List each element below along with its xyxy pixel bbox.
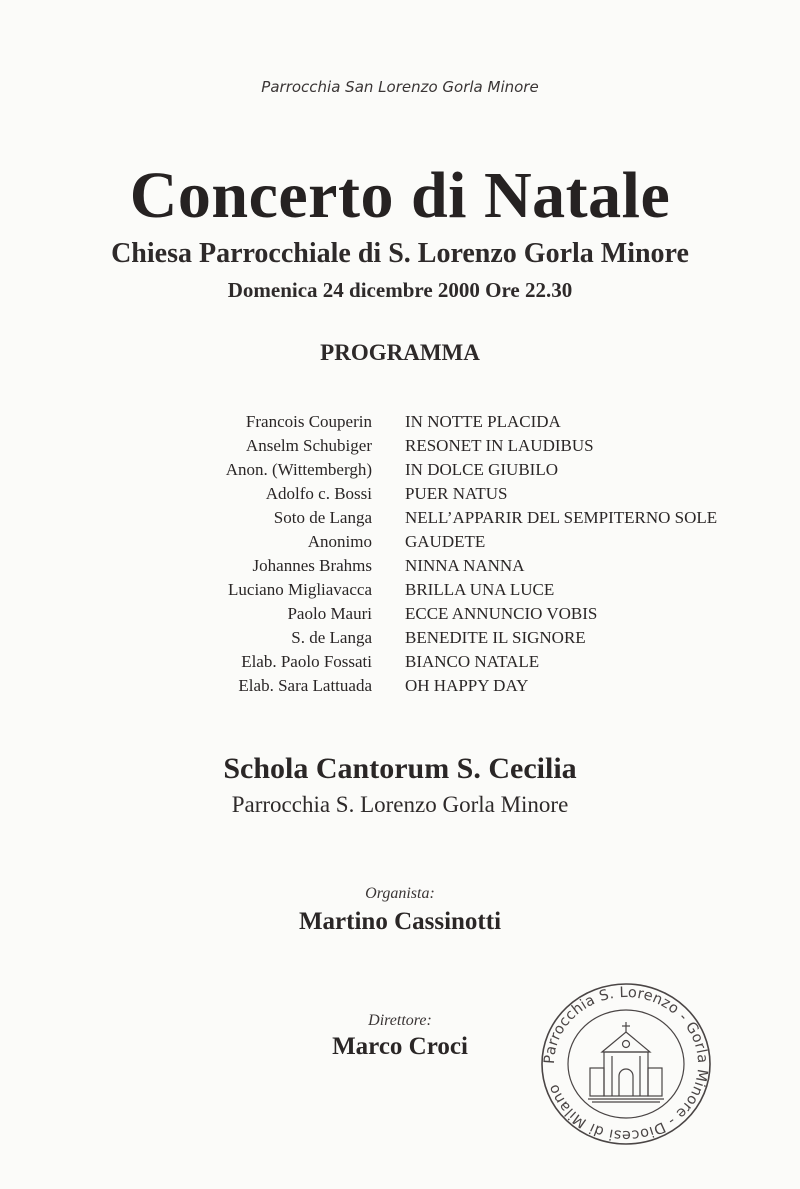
program-row [0, 436, 800, 460]
program-row [0, 580, 800, 604]
program-row [0, 484, 800, 508]
choir-parish: Parrocchia S. Lorenzo Gorla Minore [231, 792, 569, 817]
composer: S. de Langa [291, 628, 372, 647]
director-name: Marco Croci [332, 1033, 468, 1060]
program-row [0, 628, 800, 652]
parish-header: Parrocchia San Lorenzo Gorla Minore [261, 78, 539, 96]
composer: Adolfo c. Bossi [265, 484, 372, 503]
composer: Luciano Migliavacca [228, 580, 372, 599]
program-row [0, 556, 800, 580]
program-row [0, 652, 800, 676]
piece-title: NELL’APPARIR DEL SEMPITERNO SOLE [405, 508, 718, 527]
program-row [0, 676, 800, 700]
director-label: Direttore: [368, 1012, 432, 1029]
piece-title: IN NOTTE PLACIDA [405, 412, 561, 431]
church-icon [588, 1022, 664, 1102]
parish-stamp [536, 978, 716, 1148]
piece-title: ECCE ANNUNCIO VOBIS [405, 604, 598, 623]
composer: Anon. (Wittembergh) [225, 460, 372, 479]
svg-text:Parrocchia S. Lorenzo - Gorla: Parrocchia S. Lorenzo - Gorla Minore - Diocesi di Milano [541, 984, 711, 1144]
composer: Johannes Brahms [252, 556, 372, 575]
piece-title: GAUDETE [405, 532, 486, 551]
program-row [0, 604, 800, 628]
piece-title: IN DOLCE GIUBILO [405, 460, 558, 479]
church-subtitle: Chiesa Parrocchiale di S. Lorenzo Gorla Minore [111, 238, 689, 269]
program-row [0, 508, 800, 532]
piece-title: BENEDITE IL SIGNORE [405, 628, 586, 647]
program-heading: PROGRAMMA [320, 340, 480, 365]
composer: Soto de Langa [273, 508, 372, 527]
organist-name: Martino Cassinotti [298, 908, 502, 935]
composer: Francois Couperin [245, 412, 372, 431]
program-row [0, 412, 800, 436]
page-title: Concerto di Natale [129, 159, 671, 232]
concert-date: Domenica 24 dicembre 2000 Ore 22.30 [227, 278, 573, 302]
piece-title: BRILLA UNA LUCE [405, 580, 555, 599]
program-row [0, 532, 800, 556]
piece-title: NINNA NANNA [405, 556, 525, 575]
composer: Paolo Mauri [287, 604, 372, 623]
piece-title: RESONET IN LAUDIBUS [405, 436, 594, 455]
composer: Anselm Schubiger [245, 436, 372, 455]
program-row [0, 460, 800, 484]
piece-title: BIANCO NATALE [405, 652, 540, 671]
choir-name: Schola Cantorum S. Cecilia [223, 752, 577, 785]
composer: Anonimo [307, 532, 372, 551]
composer: Elab. Sara Lattuada [238, 676, 372, 695]
program-list [0, 412, 800, 700]
piece-title: OH HAPPY DAY [405, 676, 529, 695]
organist-label: Organista: [365, 885, 435, 902]
piece-title: PUER NATUS [405, 484, 508, 503]
composer: Elab. Paolo Fossati [241, 652, 372, 671]
